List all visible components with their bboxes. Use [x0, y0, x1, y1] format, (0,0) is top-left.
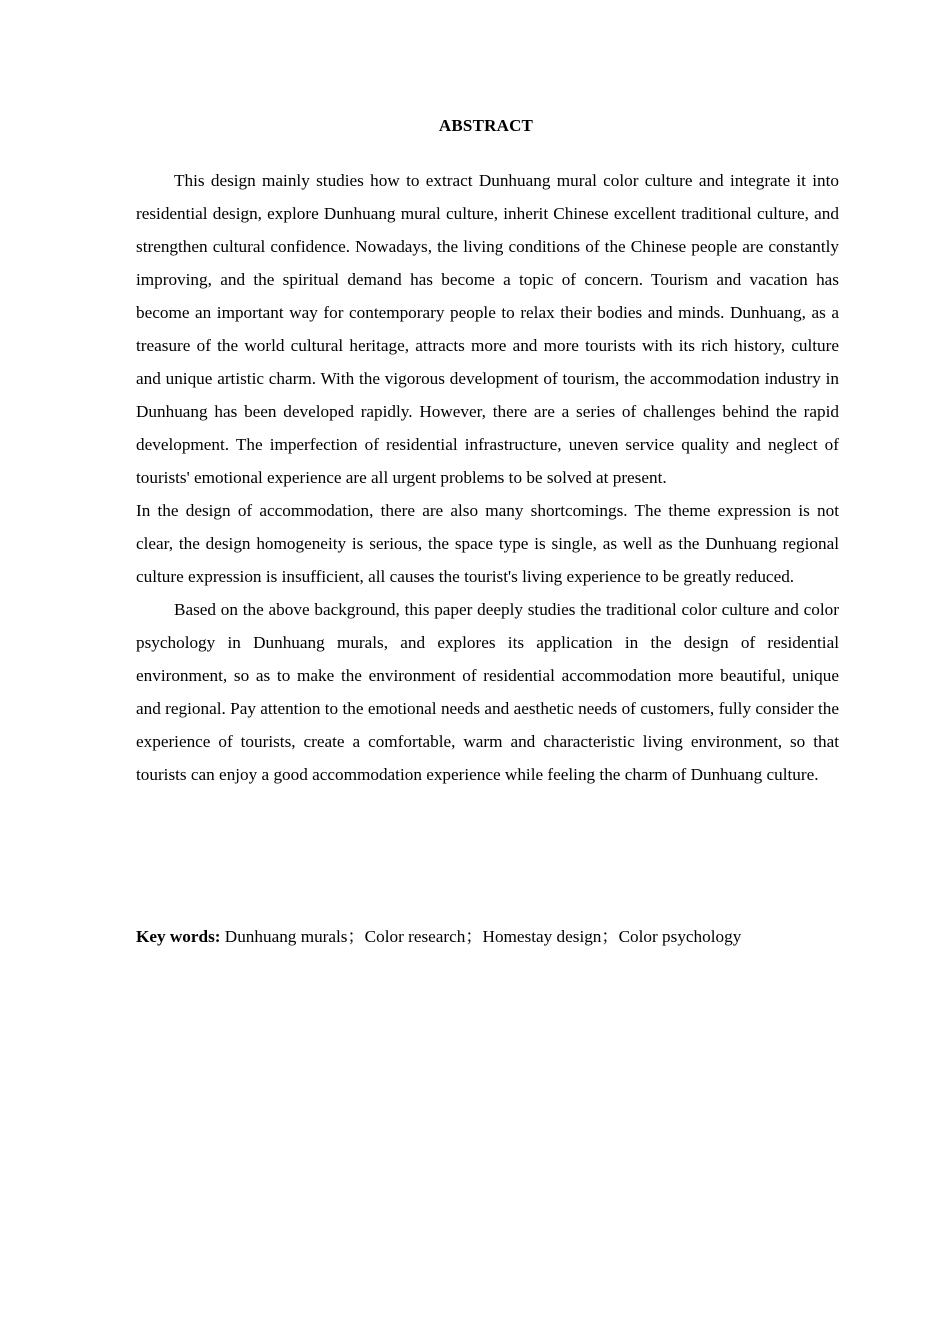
paragraph-1: This design mainly studies how to extract Dunhuang mural color culture and integrate it into residential design, explore Dunhuang mural culture, inherit Chinese excellent traditional culture, and strengthen cultural confidence. Nowadays, the living conditions of the Chinese people are constantly improving, and the spiritual demand has become a topic of concern. Tourism and vacation has become an important way for contemporary people to relax their bodies and minds. Dunhuang, as a treasure of the world cultural heritage, attracts more and more tourists with its rich history, culture and unique artistic charm. With the vigorous development of tourism, the accommodation industry in Dunhuang has been developed rapidly. However, there are a series of challenges behind the rapid development. The imperfection of residential infrastructure, uneven service quality and neglect of tourists' emotional experience are all urgent problems to be solved at present.: [136, 171, 839, 487]
keywords-label: Key words:: [136, 927, 221, 946]
keywords-text: Dunhuang murals；Color research；Homestay design；Color psychology: [220, 927, 742, 946]
keywords-line: [136, 920, 876, 953]
paragraph-2: In the design of accommodation, there are also many shortcomings. The theme expression is not clear, the design homogeneity is serious, the space type is single, as well as the Dunhuang regional culture expression is insufficient, all causes the tourist's living experience to be greatly reduced.: [136, 501, 839, 586]
paragraph-3: Based on the above background, this paper deeply studies the traditional color culture and color psychology in Dunhuang murals, and explores its application in the design of residential environment, so as to make the environment of residential accommodation more beautiful, unique and regional. Pay attention to the emotional needs and aesthetic needs of customers, fully consider the experience of tourists, create a comfortable, warm and characteristic living environment, so that tourists can enjoy a good accommodation experience while feeling the charm of Dunhuang culture.: [136, 600, 839, 784]
abstract-body: [136, 164, 839, 791]
abstract-title: ABSTRACT: [438, 116, 534, 135]
